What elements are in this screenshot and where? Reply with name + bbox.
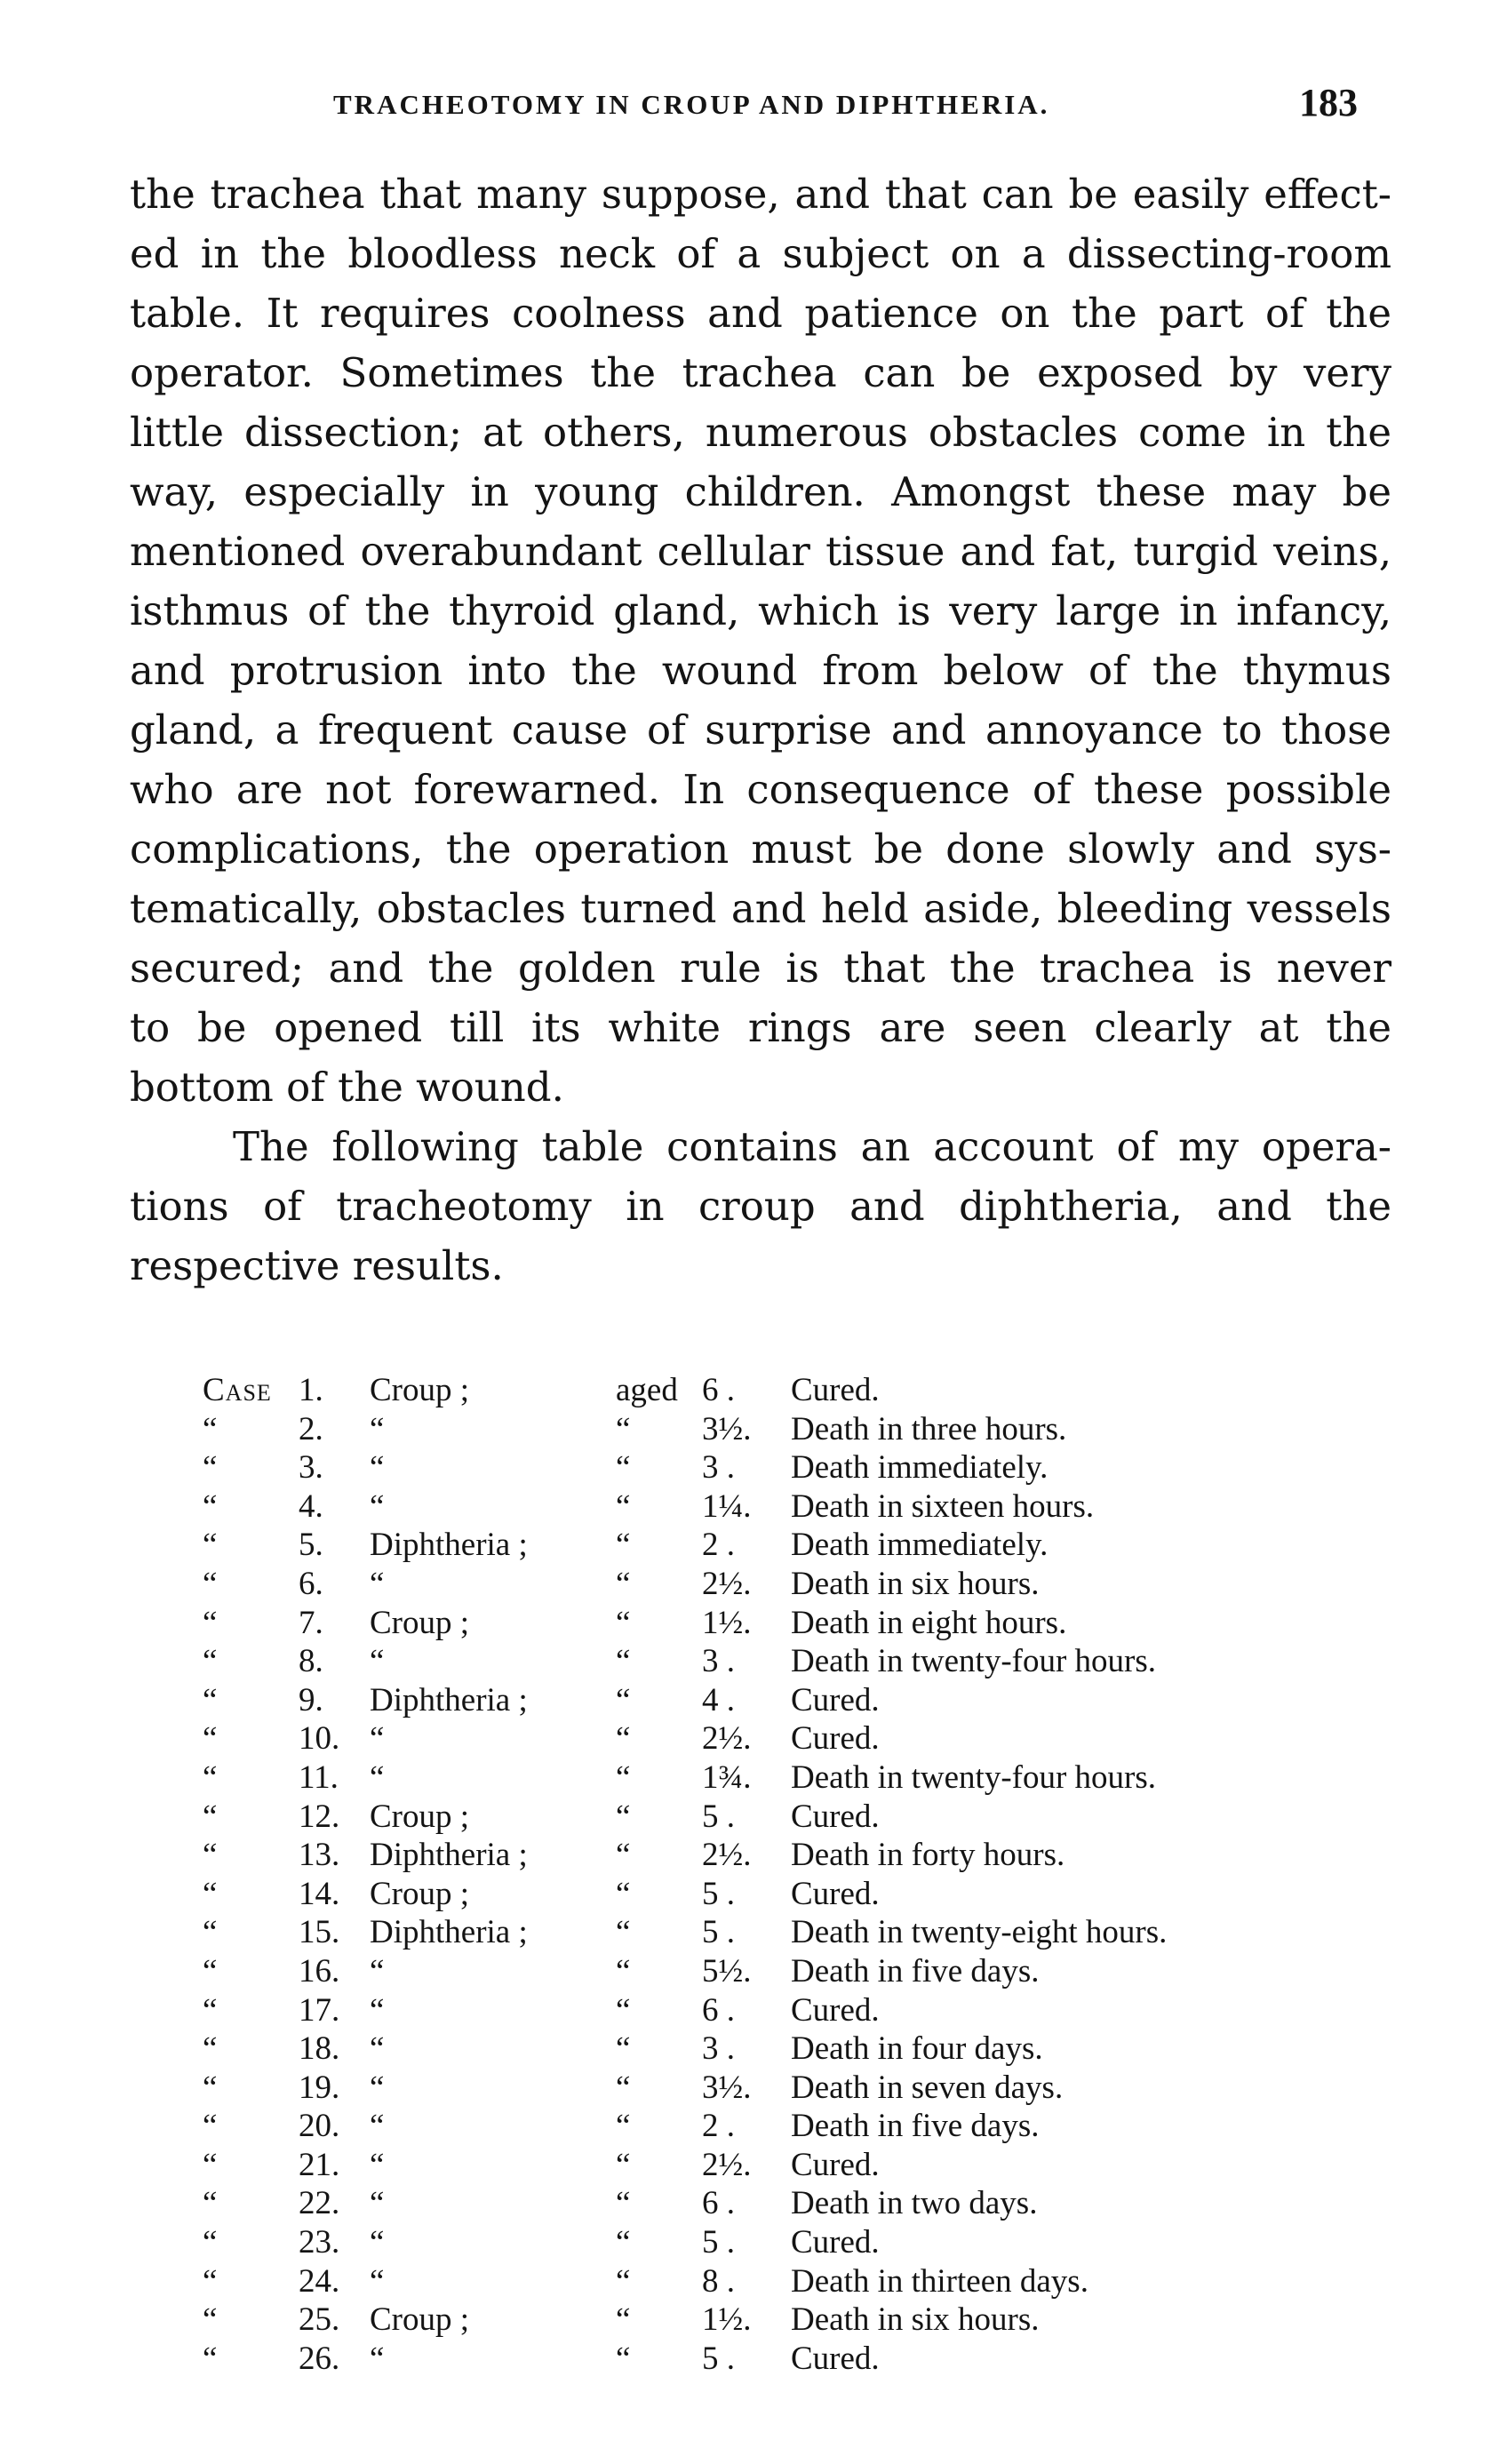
- case-number: 22.: [299, 2185, 340, 2222]
- case-number: 14.: [299, 1875, 340, 1912]
- disease: “: [370, 1487, 385, 1525]
- text-line: who are not forewarned. In consequence of these possible: [130, 766, 1391, 813]
- age: 3 .: [702, 1643, 735, 1680]
- case-number: 3.: [299, 1449, 323, 1487]
- text-line: The following table contains an account of my opera-: [233, 1123, 1391, 1170]
- result: Death in four days.: [791, 2030, 1043, 2068]
- case-label: “: [203, 1527, 218, 1564]
- case-label: “: [203, 1681, 218, 1718]
- text-line: tematically, obstacles turned and held aside, bleeding vessels: [130, 885, 1391, 932]
- text-line: and protrusion into the wound from below of the thymus: [130, 647, 1391, 694]
- disease: “: [370, 1449, 385, 1487]
- case-number: 13.: [299, 1837, 340, 1874]
- result: Cured.: [791, 2224, 880, 2261]
- result: Death in five days.: [791, 2108, 1040, 2145]
- disease: “: [370, 1643, 385, 1680]
- text-line: respective results.: [130, 1242, 504, 1289]
- case-label: “: [203, 1952, 218, 1990]
- aged-label: “: [616, 2301, 631, 2339]
- result: Cured.: [791, 1720, 880, 1758]
- age: 5 .: [702, 2224, 735, 2261]
- case-number: 25.: [299, 2301, 340, 2339]
- case-label: “: [203, 2224, 218, 2261]
- age: 2½.: [702, 2146, 752, 2183]
- case-label: “: [203, 1487, 218, 1525]
- aged-label: “: [616, 1681, 631, 1718]
- age: 2½.: [702, 1837, 752, 1874]
- case-label: “: [203, 2030, 218, 2068]
- aged-label: “: [616, 2224, 631, 2261]
- text-line: tions of tracheotomy in croup and diphtheria, and the: [130, 1183, 1391, 1230]
- case-label: “: [203, 2108, 218, 2145]
- disease: Croup ;: [370, 1875, 470, 1912]
- aged-label: “: [616, 2185, 631, 2222]
- case-number: 9.: [299, 1681, 323, 1718]
- age: 2½.: [702, 1720, 752, 1758]
- age: 2 .: [702, 2108, 735, 2145]
- text-line: to be opened till its white rings are seen clearly at the: [130, 1004, 1391, 1051]
- case-number: 8.: [299, 1643, 323, 1680]
- result: Death in six hours.: [791, 2301, 1040, 2339]
- case-number: 23.: [299, 2224, 340, 2261]
- age: 3 .: [702, 1449, 735, 1487]
- case-label: “: [203, 1410, 218, 1447]
- case-number: 24.: [299, 2262, 340, 2300]
- disease: “: [370, 1720, 385, 1758]
- disease: Croup ;: [370, 1798, 470, 1835]
- result: Cured.: [791, 1875, 880, 1912]
- result: Cured.: [791, 2146, 880, 2183]
- result: Death in two days.: [791, 2185, 1038, 2222]
- running-head: [0, 81, 1507, 139]
- case-number: 2.: [299, 1410, 323, 1447]
- text-line: table. It requires coolness and patience on the part of the: [130, 290, 1391, 337]
- aged-label: “: [616, 2146, 631, 2183]
- body-text: [130, 164, 1391, 1296]
- result: Death in twenty-eight hours.: [791, 1914, 1168, 1951]
- result: Death in thirteen days.: [791, 2262, 1088, 2300]
- disease: “: [370, 2185, 385, 2222]
- result: Death in eight hours.: [791, 1604, 1067, 1641]
- disease: “: [370, 1952, 385, 1990]
- disease: Croup ;: [370, 2301, 470, 2339]
- paragraph-2: [130, 1117, 1391, 1296]
- case-label: “: [203, 2340, 218, 2377]
- case-number: 19.: [299, 2069, 340, 2106]
- age: 2 .: [702, 1527, 735, 1564]
- age: 1¼.: [702, 1487, 752, 1525]
- disease: “: [370, 2146, 385, 2183]
- age: 2½.: [702, 1565, 752, 1602]
- case-number: 21.: [299, 2146, 340, 2183]
- case-label: “: [203, 1798, 218, 1835]
- result: Death in seven days.: [791, 2069, 1064, 2106]
- case-label: “: [203, 2146, 218, 2183]
- result: Death in forty hours.: [791, 1837, 1065, 1874]
- age: 8 .: [702, 2262, 735, 2300]
- disease: “: [370, 2224, 385, 2261]
- aged-label: “: [616, 1643, 631, 1680]
- case-label: “: [203, 1643, 218, 1680]
- case-label: “: [203, 1565, 218, 1602]
- result: Cured.: [791, 1681, 880, 1718]
- case-label: “: [203, 1914, 218, 1951]
- case-number: 16.: [299, 1952, 340, 1990]
- text-line: ed in the bloodless neck of a subject on a dissecting-room: [130, 230, 1391, 277]
- case-label: “: [203, 1720, 218, 1758]
- result: Death in twenty-four hours.: [791, 1643, 1157, 1680]
- case-label: “: [203, 1604, 218, 1641]
- case-label: “: [203, 1837, 218, 1874]
- age: 5 .: [702, 2340, 735, 2377]
- disease: Diphtheria ;: [370, 1837, 528, 1874]
- case-label: “: [203, 1449, 218, 1487]
- disease: “: [370, 1758, 385, 1796]
- result: Cured.: [791, 1798, 880, 1835]
- aged-label: “: [616, 1720, 631, 1758]
- age: 5 .: [702, 1914, 735, 1951]
- aged-label: “: [616, 2030, 631, 2068]
- age: 6 .: [702, 1991, 735, 2029]
- aged-label: aged: [616, 1372, 678, 1408]
- age: 6 .: [702, 2185, 735, 2222]
- running-title: TRACHEOTOMY IN CROUP AND DIPHTHERIA.: [333, 89, 1050, 120]
- disease: “: [370, 1565, 385, 1602]
- disease: “: [370, 2108, 385, 2145]
- case-number: 11.: [299, 1758, 339, 1796]
- aged-label: “: [616, 1449, 631, 1487]
- disease: Diphtheria ;: [370, 1681, 528, 1718]
- text-line: little dissection; at others, numerous obstacles come in the: [130, 409, 1391, 456]
- result: Death in five days.: [791, 1952, 1040, 1990]
- disease: “: [370, 1991, 385, 2029]
- case-number: 1.: [299, 1372, 323, 1408]
- text-line: operator. Sometimes the trachea can be exposed by very: [130, 349, 1391, 396]
- text-line: gland, a frequent cause of surprise and annoyance to those: [130, 706, 1391, 754]
- age: 3½.: [702, 2069, 752, 2106]
- result: Cured.: [791, 1991, 880, 2029]
- disease: Croup ;: [370, 1604, 470, 1641]
- disease: “: [370, 2262, 385, 2300]
- age: 5 .: [702, 1875, 735, 1912]
- aged-label: “: [616, 1565, 631, 1602]
- text-line: way, especially in young children. Amongst these may be: [130, 468, 1391, 515]
- case-label: “: [203, 2301, 218, 2339]
- aged-label: “: [616, 2340, 631, 2377]
- age: 1¾.: [702, 1758, 752, 1796]
- case-label: “: [203, 2069, 218, 2106]
- case-number: 6.: [299, 1565, 323, 1602]
- text-line: isthmus of the thyroid gland, which is very large in infancy,: [130, 587, 1391, 634]
- case-label: “: [203, 2262, 218, 2300]
- result: Death immediately.: [791, 1527, 1049, 1564]
- result: Death in six hours.: [791, 1565, 1040, 1602]
- age: 5 .: [702, 1798, 735, 1835]
- result: Cured.: [791, 2340, 880, 2377]
- disease: “: [370, 2340, 385, 2377]
- aged-label: “: [616, 1487, 631, 1525]
- disease: “: [370, 1410, 385, 1447]
- case-number: 5.: [299, 1527, 323, 1564]
- text-line: the trachea that many suppose, and that can be easily effect-: [130, 171, 1391, 218]
- case-label: Case: [203, 1372, 272, 1408]
- age: 5½.: [702, 1952, 752, 1990]
- case-label: “: [203, 1758, 218, 1796]
- aged-label: “: [616, 1991, 631, 2029]
- result: Cured.: [791, 1372, 880, 1408]
- result: Death in three hours.: [791, 1410, 1067, 1447]
- result: Death in sixteen hours.: [791, 1487, 1095, 1525]
- case-number: 18.: [299, 2030, 340, 2068]
- disease: Croup ;: [370, 1372, 470, 1408]
- aged-label: “: [616, 1527, 631, 1564]
- text-line: secured; and the golden rule is that the trachea is never: [130, 945, 1391, 992]
- case-label: “: [203, 1991, 218, 2029]
- aged-label: “: [616, 1410, 631, 1447]
- age: 1½.: [702, 1604, 752, 1641]
- aged-label: “: [616, 1952, 631, 1990]
- disease: Diphtheria ;: [370, 1914, 528, 1951]
- aged-label: “: [616, 2262, 631, 2300]
- case-label: “: [203, 1875, 218, 1912]
- aged-label: “: [616, 2069, 631, 2106]
- disease: “: [370, 2030, 385, 2068]
- case-number: 15.: [299, 1914, 340, 1951]
- result: Death immediately.: [791, 1449, 1049, 1487]
- aged-label: “: [616, 1914, 631, 1951]
- case-number: 4.: [299, 1487, 323, 1525]
- paragraph-1: [130, 164, 1391, 1117]
- aged-label: “: [616, 1798, 631, 1835]
- aged-label: “: [616, 1758, 631, 1796]
- disease: Diphtheria ;: [370, 1527, 528, 1564]
- case-number: 17.: [299, 1991, 340, 2029]
- age: 1½.: [702, 2301, 752, 2339]
- case-number: 26.: [299, 2340, 340, 2377]
- aged-label: “: [616, 1604, 631, 1641]
- text-line: bottom of the wound.: [130, 1064, 564, 1111]
- age: 3½.: [702, 1410, 752, 1447]
- case-number: 12.: [299, 1798, 340, 1835]
- case-number: 20.: [299, 2108, 340, 2145]
- disease: “: [370, 2069, 385, 2106]
- result: Death in twenty-four hours.: [791, 1758, 1157, 1796]
- aged-label: “: [616, 1875, 631, 1912]
- page-number: 183: [1299, 81, 1358, 124]
- age: 4 .: [702, 1681, 735, 1718]
- aged-label: “: [616, 1837, 631, 1874]
- age: 3 .: [702, 2030, 735, 2068]
- aged-label: “: [616, 2108, 631, 2145]
- case-number: 10.: [299, 1720, 340, 1758]
- text-line: mentioned overabundant cellular tissue and fat, turgid veins,: [130, 528, 1391, 575]
- age: 6 .: [702, 1372, 735, 1408]
- case-label: “: [203, 2185, 218, 2222]
- case-number: 7.: [299, 1604, 323, 1641]
- text-line: complications, the operation must be done slowly and sys-: [130, 825, 1391, 873]
